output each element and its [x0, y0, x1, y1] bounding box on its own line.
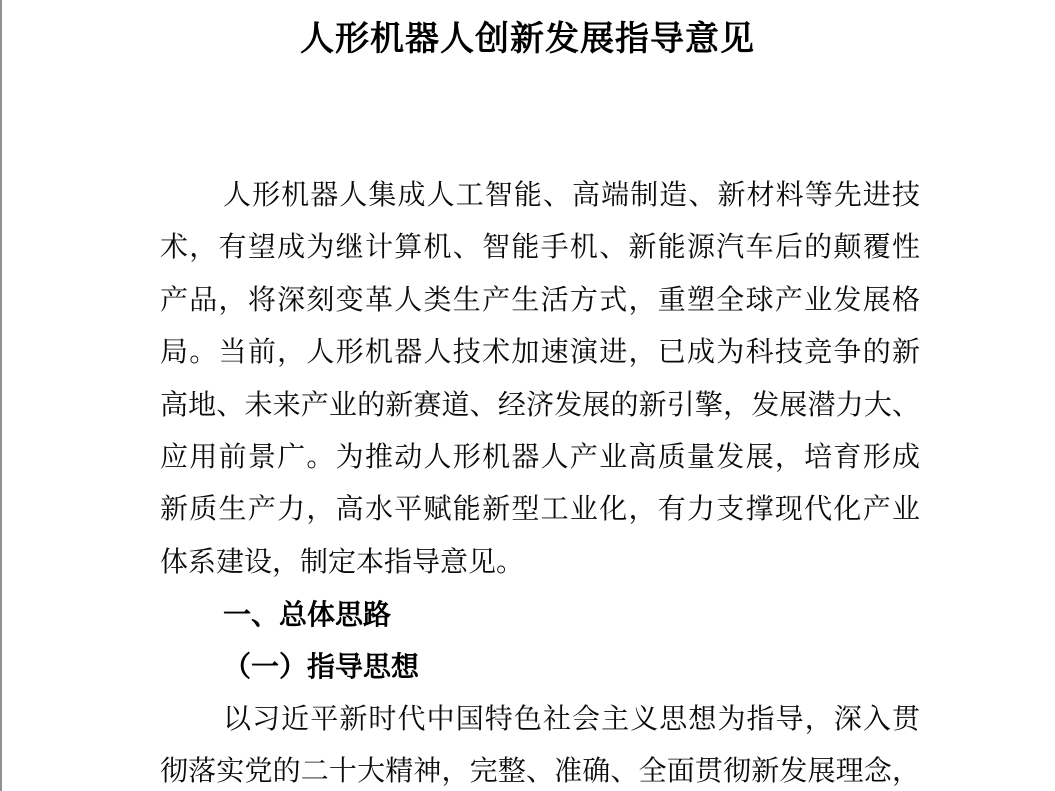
doc-line: 应用前景广。为推动人形机器人产业高质量发展，培育形成 [160, 441, 920, 473]
doc-line: 高地、未来产业的新赛道、经济发展的新引擎，发展潜力大、 [160, 389, 920, 421]
document-body [160, 170, 920, 791]
doc-line: 局。当前，人形机器人技术加速演进，已成为科技竞争的新 [160, 337, 920, 369]
doc-line: 彻落实党的二十大精神，完整、准确、全面贯彻新发展理念， [160, 756, 920, 788]
section-heading: 一、总体思路 [223, 599, 392, 631]
doc-line: 术，有望成为继计算机、智能手机、新能源汽车后的颠覆性 [160, 232, 920, 264]
document-title: 人形机器人创新发展指导意见 [300, 21, 755, 58]
doc-line: 人形机器人集成人工智能、高端制造、新材料等先进技 [223, 180, 920, 211]
doc-line: 新质生产力，高水平赋能新型工业化，有力支撑现代化产业 [160, 494, 920, 526]
doc-line: 以习近平新时代中国特色社会主义思想为指导，深入贯 [223, 703, 920, 735]
doc-line: 体系建设，制定本指导意见。 [160, 546, 525, 578]
page-left-edge-line [0, 0, 2, 791]
subsection-heading: （一）指导思想 [223, 651, 420, 683]
doc-line: 产品，将深刻变革人类生产生活方式，重塑全球产业发展格 [160, 284, 920, 316]
